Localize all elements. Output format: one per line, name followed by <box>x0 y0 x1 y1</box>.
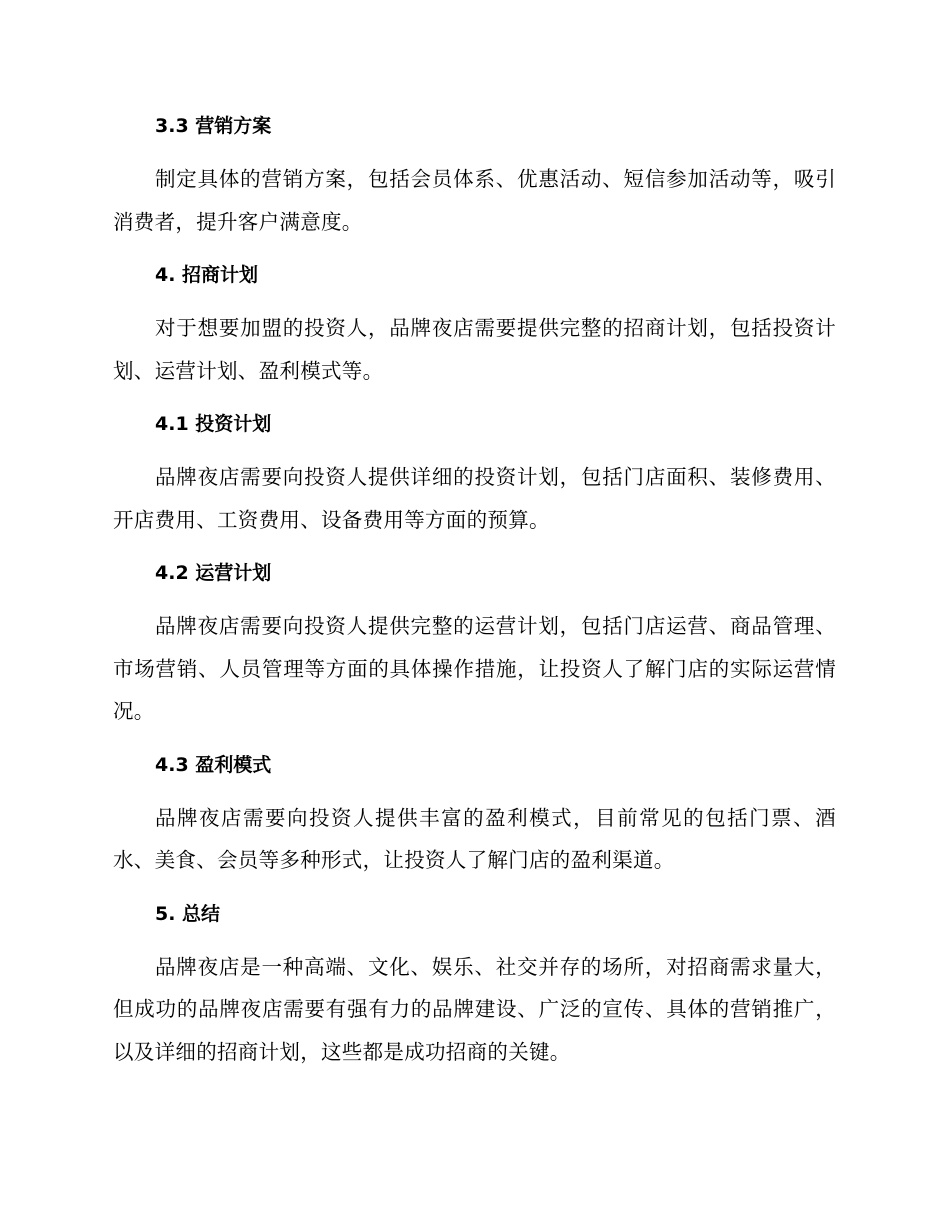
section-marketing-plan <box>113 106 836 243</box>
section-investment-plan <box>113 404 836 541</box>
section-paragraph: 品牌夜店需要向投资人提供详细的投资计划，包括门店面积、装修费用、开店费用、工资费用、设备费用等方面的预算。 <box>113 465 836 532</box>
section-investment-attraction-plan <box>113 255 836 392</box>
document-content <box>113 106 836 1085</box>
section-heading: 4. 招商计划 <box>155 264 259 286</box>
section-summary <box>113 894 836 1074</box>
section-paragraph: 品牌夜店需要向投资人提供完整的运营计划，包括门店运营、商品管理、市场营销、人员管理等方面的具体操作措施，让投资人了解门店的实际运营情况。 <box>113 614 836 723</box>
section-heading: 4.3 盈利模式 <box>155 753 272 776</box>
section-heading: 4.1 投资计划 <box>155 413 272 435</box>
section-paragraph: 品牌夜店是一种高端、文化、娱乐、社交并存的场所，对招商需求量大，但成功的品牌夜店需要有强有力的品牌建设、广泛的宣传、具体的营销推广，以及详细的招商计划，这些都是成功招商的关键。 <box>113 954 836 1064</box>
section-heading: 4.2 运营计划 <box>155 562 272 584</box>
section-paragraph: 制定具体的营销方案，包括会员体系、优惠活动、短信参加活动等，吸引消费者，提升客户满意度。 <box>113 167 836 234</box>
section-paragraph: 对于想要加盟的投资人，品牌夜店需要提供完整的招商计划，包括投资计划、运营计划、盈利模式等。 <box>113 316 836 383</box>
section-paragraph: 品牌夜店需要向投资人提供丰富的盈利模式，目前常见的包括门票、酒水、美食、会员等多种形式，让投资人了解门店的盈利渠道。 <box>113 805 836 872</box>
section-profit-model <box>113 745 836 882</box>
section-heading: 3.3 营销方案 <box>155 115 272 137</box>
section-heading: 5. 总结 <box>155 902 221 925</box>
section-operation-plan <box>113 553 836 733</box>
